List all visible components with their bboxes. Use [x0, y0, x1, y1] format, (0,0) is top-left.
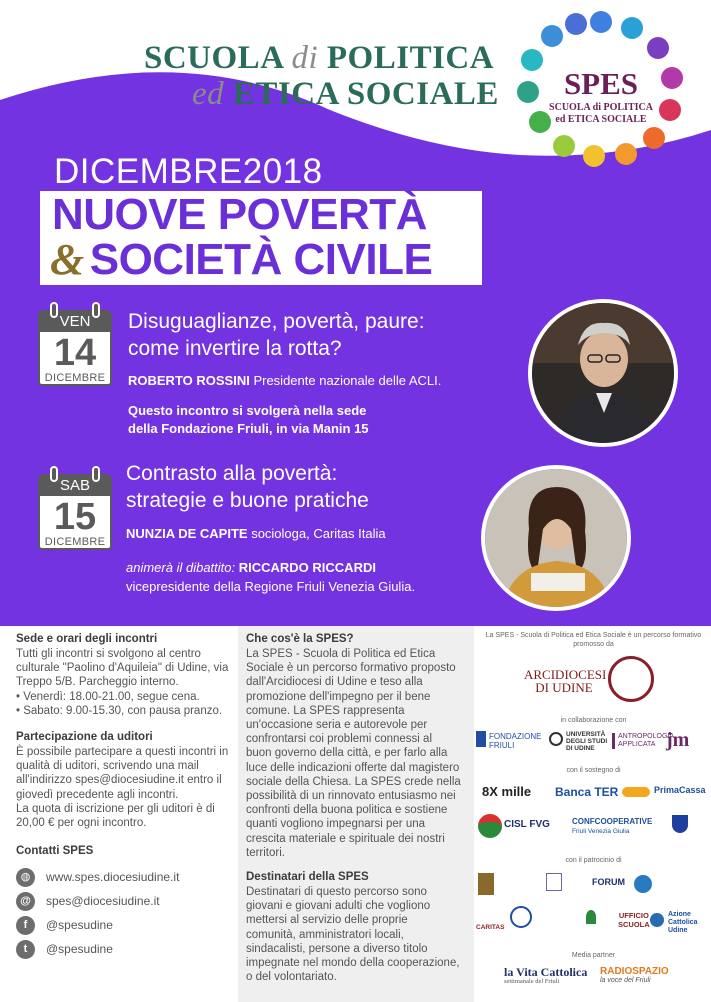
patrocinio-caption: con il patrocinio di	[565, 857, 622, 864]
at-icon: @	[16, 892, 35, 911]
calendar-month: DICEMBRE	[44, 536, 106, 548]
title-line-1: NUOVE POVERTÀ	[52, 190, 427, 239]
universita-seal-icon	[549, 732, 563, 746]
scienze-religiose-icon	[510, 906, 532, 928]
cisl-fvg-logo: CISL FVG	[504, 819, 550, 830]
banca-ter-logo: Banca TER	[555, 785, 619, 799]
sede-heading: Sede e orari degli incontri	[16, 633, 158, 645]
partecipazione-text: È possibile partecipare a questi incontri in qualità di uditori, scrivendo una mail all'indirizzo spes@diocesiudine.it entro il giovedì precedente agli incontri. La quota di iscrizione per gli uditori è di 20,00 € per ogni incontro.	[16, 746, 229, 830]
promo-caption: La SPES - Scuola di Politica ed Etica Sociale è un percorso formativo promosso da	[485, 632, 702, 648]
destinatari-text: Destinatari di questo percorso sono giovani e giovani adulti che vogliono mettersi al servizio delle proprie comunità, amministratori locali, sindacalisti, persone a diverso titolo impegnate nel mondo della cooperazione, o del volontariato.	[246, 886, 460, 984]
cos-heading: Che cos'è la SPES?	[246, 633, 354, 645]
logo-subtitle-1: SCUOLA di POLITICA	[549, 102, 653, 113]
acli-icon	[546, 873, 562, 891]
media-caption: Media partner	[571, 952, 616, 959]
bcc-icon	[622, 787, 650, 797]
event-2-moderator: animerà il dibattito: RICCARDO RICCARDI vicepresidente della Regione Friuli Venezia Giulia.	[126, 560, 416, 594]
calendar-day: 15	[53, 496, 97, 538]
sostegno-caption: con il sostegno di	[566, 767, 621, 774]
azione-cattolica-icon	[650, 913, 664, 927]
header-line-2: ed ETICA SOCIALE	[192, 76, 499, 112]
calendar-weekday: SAB	[38, 474, 112, 496]
caritas-logo: CARITAS	[476, 924, 505, 931]
spes-logo	[512, 6, 690, 168]
radio-spazio-logo: RADIOSPAZIO la voce del Friuli	[600, 966, 669, 984]
event-1-note: Questo incontro si svolgerà nella sede della Fondazione Friuli, in via Manin 15	[128, 403, 369, 436]
universita-udine-logo: UNIVERSITÀ DEGLI STUDI DI UDINE	[566, 731, 608, 752]
calendar-day: 14	[53, 332, 97, 374]
title-date: DICEMBRE2018	[54, 152, 323, 191]
vita-cattolica-logo: la Vita Cattolica settimanale del Friuli	[504, 965, 588, 985]
friuli-shield-icon	[672, 815, 688, 833]
confcooperative-logo: CONFCOOPERATIVE Friuli Venezia Giulia	[572, 817, 653, 835]
ufficio-scuola-logo: UFFICIO SCUOLA	[618, 911, 650, 929]
event-2-speaker: NUNZIA DE CAPITE sociologa, Caritas Italia	[126, 526, 386, 541]
event-1-title: Disuguaglianze, povertà, paure: come invertire la rotta?	[128, 310, 425, 360]
twitter-icon: t	[16, 940, 35, 959]
contact-twitter-text[interactable]: @spesudine	[46, 942, 113, 956]
contatti-heading: Contatti SPES	[16, 845, 94, 857]
photo-roberto-rossini	[528, 299, 678, 447]
collab-caption: in collaborazione con	[560, 717, 627, 724]
otto-per-mille-logo: 8X mille	[482, 784, 532, 799]
destinatari-heading: Destinatari della SPES	[246, 871, 369, 883]
cos-text: La SPES - Scuola di Politica ed Etica Sociale è un percorso formativo proposto dall'Arcidiocesi di Udine e teso alla promozione dell'impegno per il bene comune. La SPES rappresenta un'occasione seria e autorevole per confrontarsi coi problemi connessi al buon governo della città, e per farlo alla luce delle indicazioni offerte dal magistero sociale della Chiesa. La SPES crede nella possibilità di un rinnovato entusiasmo nei confronti della buona politica e sostiene quanti vogliono impegnarsi per una crescita materiale e spirituale dei nostri territori.	[246, 648, 461, 859]
comitato-regionale-icon	[634, 875, 652, 893]
azione-cattolica-logo: Azione Cattolica Udine	[668, 911, 698, 934]
photo-nunzia-de-capite	[481, 465, 631, 611]
calendar-month: DICEMBRE	[44, 372, 106, 384]
event-2-title: Contrasto alla povertà: strategie e buone pratiche	[126, 462, 369, 512]
forum-logo: FORUM	[592, 877, 625, 887]
primacassa-logo: PrimaCassa	[654, 785, 706, 795]
partecipazione-heading: Partecipazione da uditori	[16, 731, 153, 743]
facebook-icon: f	[16, 916, 35, 935]
calendar-event-1	[38, 302, 112, 386]
logo-subtitle-2: ed ETICA SOCIALE	[555, 114, 647, 125]
jm-institute-icon: jm	[666, 729, 690, 751]
ufficio-lavoro-icon	[478, 873, 494, 895]
antropologia-applicata-logo: ANTROPOLOGIA APPLICATA	[612, 733, 674, 749]
calendar-weekday: VEN	[38, 310, 112, 332]
event-1-speaker: ROBERTO ROSSINI Presidente nazionale delle ACLI.	[128, 373, 442, 388]
fondazione-friuli-logo: FONDAZIONE FRIULI	[489, 732, 542, 750]
title-line-2: & SOCIETÀ CIVILE	[50, 235, 433, 284]
arcidiocesi-logo: ARCIDIOCESI DI UDINE	[524, 667, 607, 695]
sede-text: Tutti gli incontri si svolgono al centro culturale "Paolino d'Aquileia" di Udine, via Treppo 5/B. Parcheggio interno. • Venerdì: 18.00-21.00, segue cena. • Sabato: 9.00-15.30, con pausa pranzo.	[16, 648, 229, 717]
cisl-icon	[478, 814, 502, 838]
header-line-1: SCUOLA di POLITICA	[144, 40, 495, 76]
globe-icon: ◍	[16, 868, 35, 887]
calendar-event-2	[38, 466, 112, 550]
contact-website-text[interactable]: www.spes.diocesiudine.it	[46, 870, 180, 884]
arcidiocesi-seal-icon	[608, 656, 654, 702]
contact-facebook-text[interactable]: @spesudine	[46, 918, 113, 932]
pastorale-icon	[586, 910, 596, 924]
fondazione-friuli-icon	[476, 731, 486, 747]
contact-email-text[interactable]: spes@diocesiudine.it	[46, 894, 160, 908]
logo-spes-text: SPES	[563, 66, 639, 101]
